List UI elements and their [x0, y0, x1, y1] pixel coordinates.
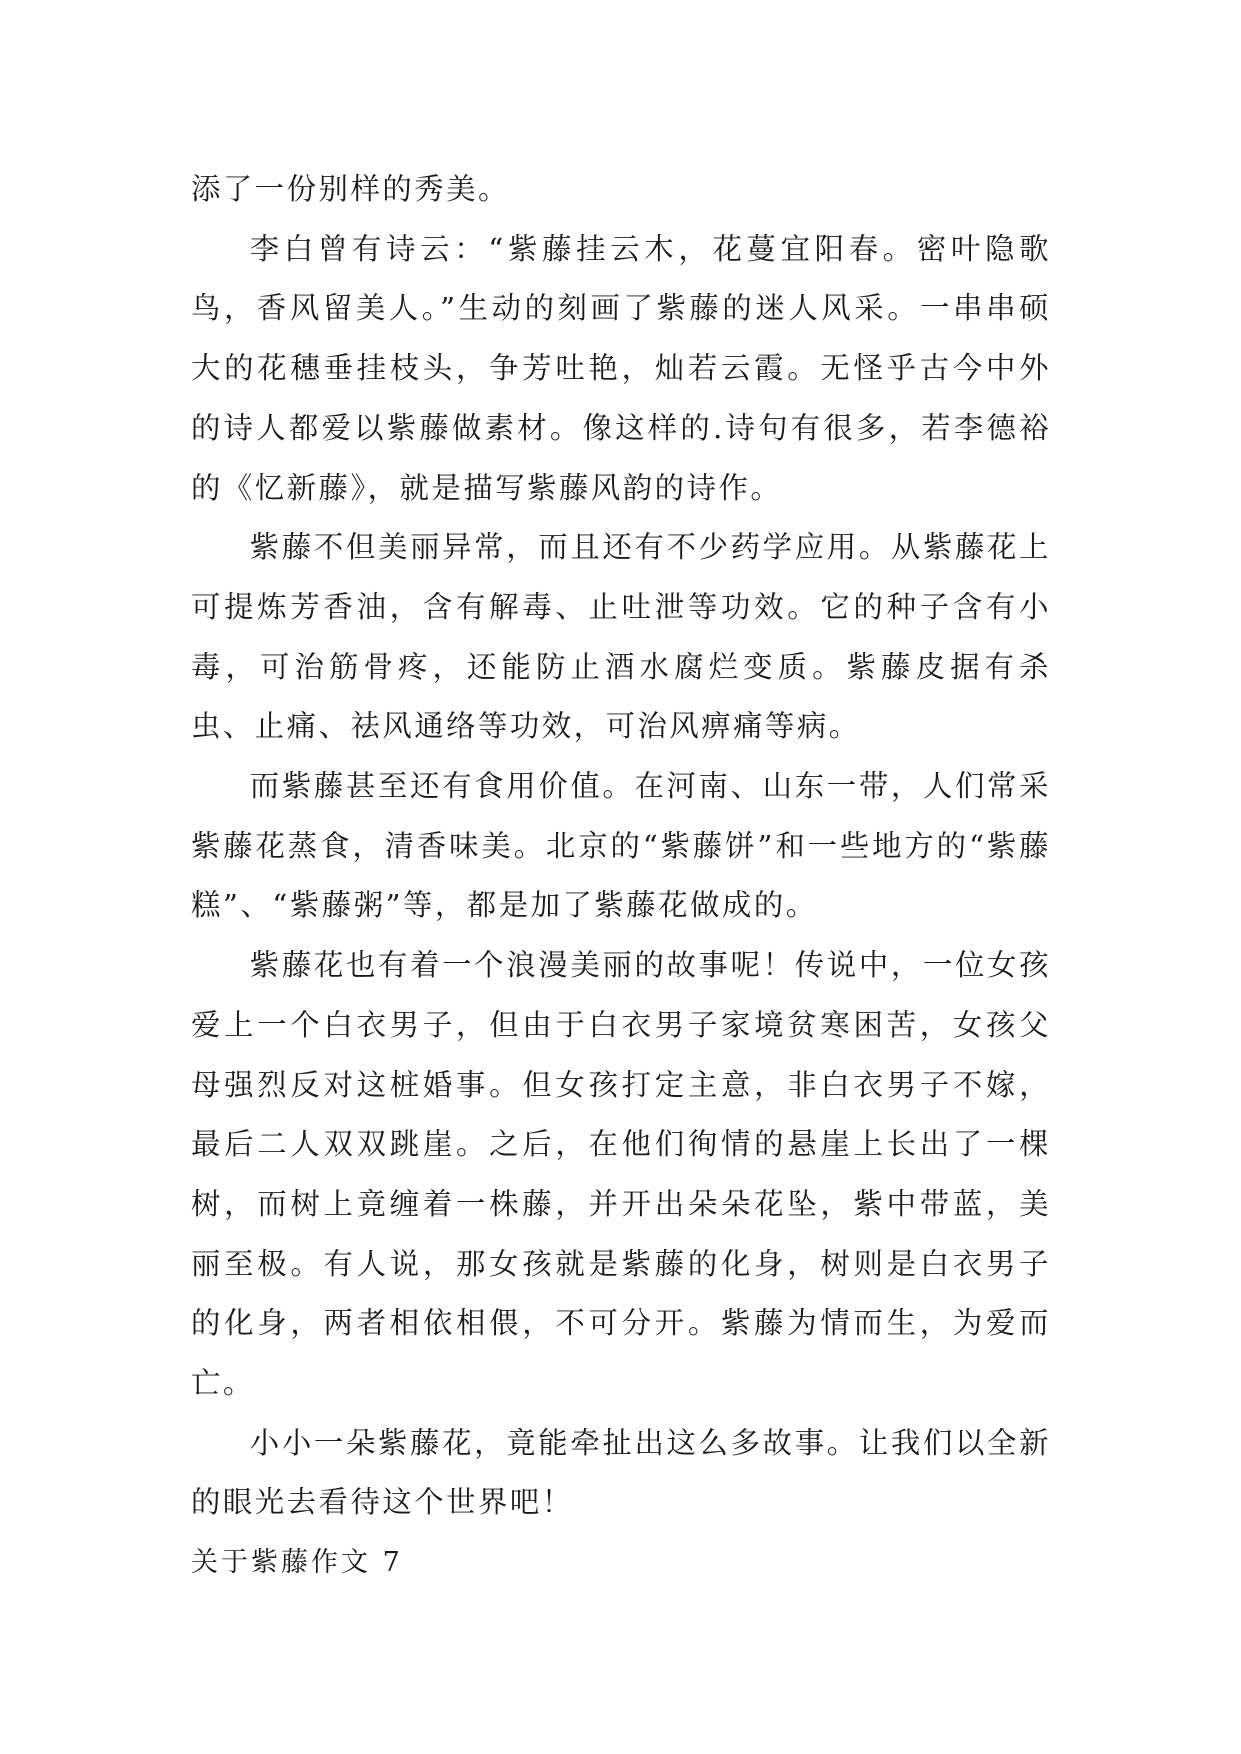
paragraph-li-bai-poem: 李白曾有诗云：“紫藤挂云木，花蔓宜阳春。密叶隐歌鸟，香风留美人。”生动的刻画了紫藤的迷人风采。一串串硕大的花穗垂挂枝头，争芳吐艳，灿若云霞。无怪乎古今中外的诗人都爱以紫藤做素材。像这样的.诗句有很多，若李德裕的《忆新藤》，就是描写紫藤风韵的诗作。 — [191, 231, 1051, 505]
document-body — [191, 160, 1051, 1593]
paragraph-legend: 紫藤花也有着一个浪漫美丽的故事呢！传说中，一位女孩爱上一个白衣男子，但由于白衣男子家境贫寒困苦，女孩父母强烈反对这桩婚事。但女孩打定主意，非白衣男子不嫁，最后二人双双跳崖。之后，在他们徇情的悬崖上长出了一棵树，而树上竟缠着一株藤，并开出朵朵花坠，紫中带蓝，美丽至极。有人说，那女孩就是紫藤的化身，树则是白衣男子的化身，两者相依相偎，不可分开。紫藤为情而生，为爱而亡。 — [191, 948, 1051, 1401]
paragraph-medicinal-use: 紫藤不但美丽异常，而且还有不少药学应用。从紫藤花上可提炼芳香油，含有解毒、止吐泄等功效。它的种子含有小毒，可治筋骨疼，还能防止酒水腐烂变质。紫藤皮据有杀虫、止痛、祛风通络等功效，可治风痹痛等病。 — [191, 530, 1051, 744]
paragraph-edible-use: 而紫藤甚至还有食用价值。在河南、山东一带，人们常采紫藤花蒸食，清香味美。北京的“紫藤饼”和一些地方的“紫藤糕”、“紫藤粥”等，都是加了紫藤花做成的。 — [191, 769, 1051, 923]
paragraph-conclusion: 小小一朵紫藤花，竟能牵扯出这么多故事。让我们以全新的眼光去看待这个世界吧！ — [191, 1425, 1051, 1520]
paragraph-continued: 添了一份别样的秀美。 — [191, 172, 510, 206]
section-heading: 关于紫藤作文 7 — [191, 1547, 403, 1579]
